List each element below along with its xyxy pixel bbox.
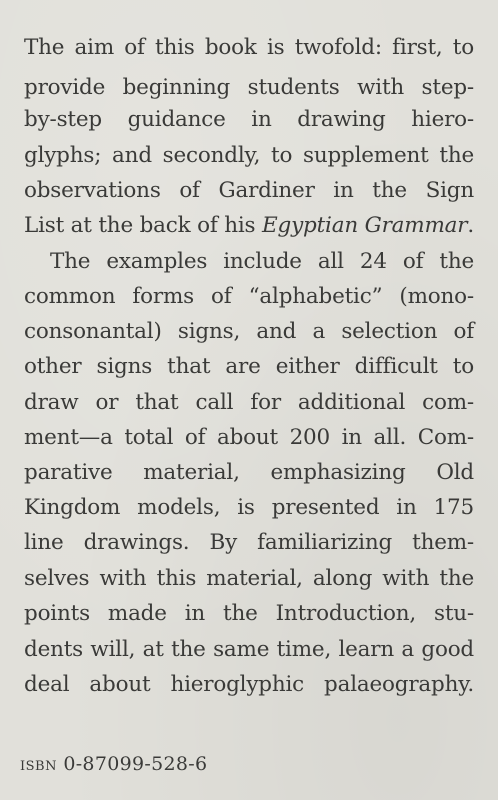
text-line: glyphs; and secondly, to supplement the: [24, 143, 474, 168]
text-line: selves with this material, along with the: [24, 566, 474, 591]
text-line: other signs that are either difficult to: [24, 354, 474, 379]
text-line: ment—a total of about 200 in all. Com-: [24, 425, 474, 450]
text-line: provide beginning students with step-: [24, 75, 474, 100]
text-line: Kingdom models, is presented in 175: [24, 495, 474, 520]
text-line: observations of Gardiner in the Sign: [24, 178, 474, 203]
text-line: by-step guidance in drawing hiero-: [24, 107, 474, 132]
text-line: consonantal) signs, and a selection of: [24, 319, 474, 344]
text-line: The examples include all 24 of the: [50, 249, 474, 274]
text-line: The aim of this book is twofold: first, to: [24, 35, 474, 60]
text-line: [24, 209, 474, 243]
text-line: points made in the Introduction, stu-: [24, 601, 474, 626]
isbn-number: 0-87099-528-6: [63, 753, 208, 775]
book-title-italic: Egyptian Grammar: [262, 213, 468, 238]
text-line: deal about hieroglyphic palaeography.: [24, 672, 474, 697]
text-fragment: .: [467, 213, 474, 238]
text-fragment: List at the back of his: [24, 213, 263, 238]
text-line: common forms of “alphabetic” (mono-: [24, 284, 474, 309]
isbn-line: [20, 749, 207, 782]
text-line: line drawings. By familiarizing them-: [24, 530, 474, 555]
text-line: draw or that call for additional com-: [24, 390, 474, 415]
isbn-label: ISBN: [20, 759, 57, 774]
text-line: dents will, at the same time, learn a good: [24, 637, 474, 662]
text-line: parative material, emphasizing Old: [24, 460, 474, 485]
